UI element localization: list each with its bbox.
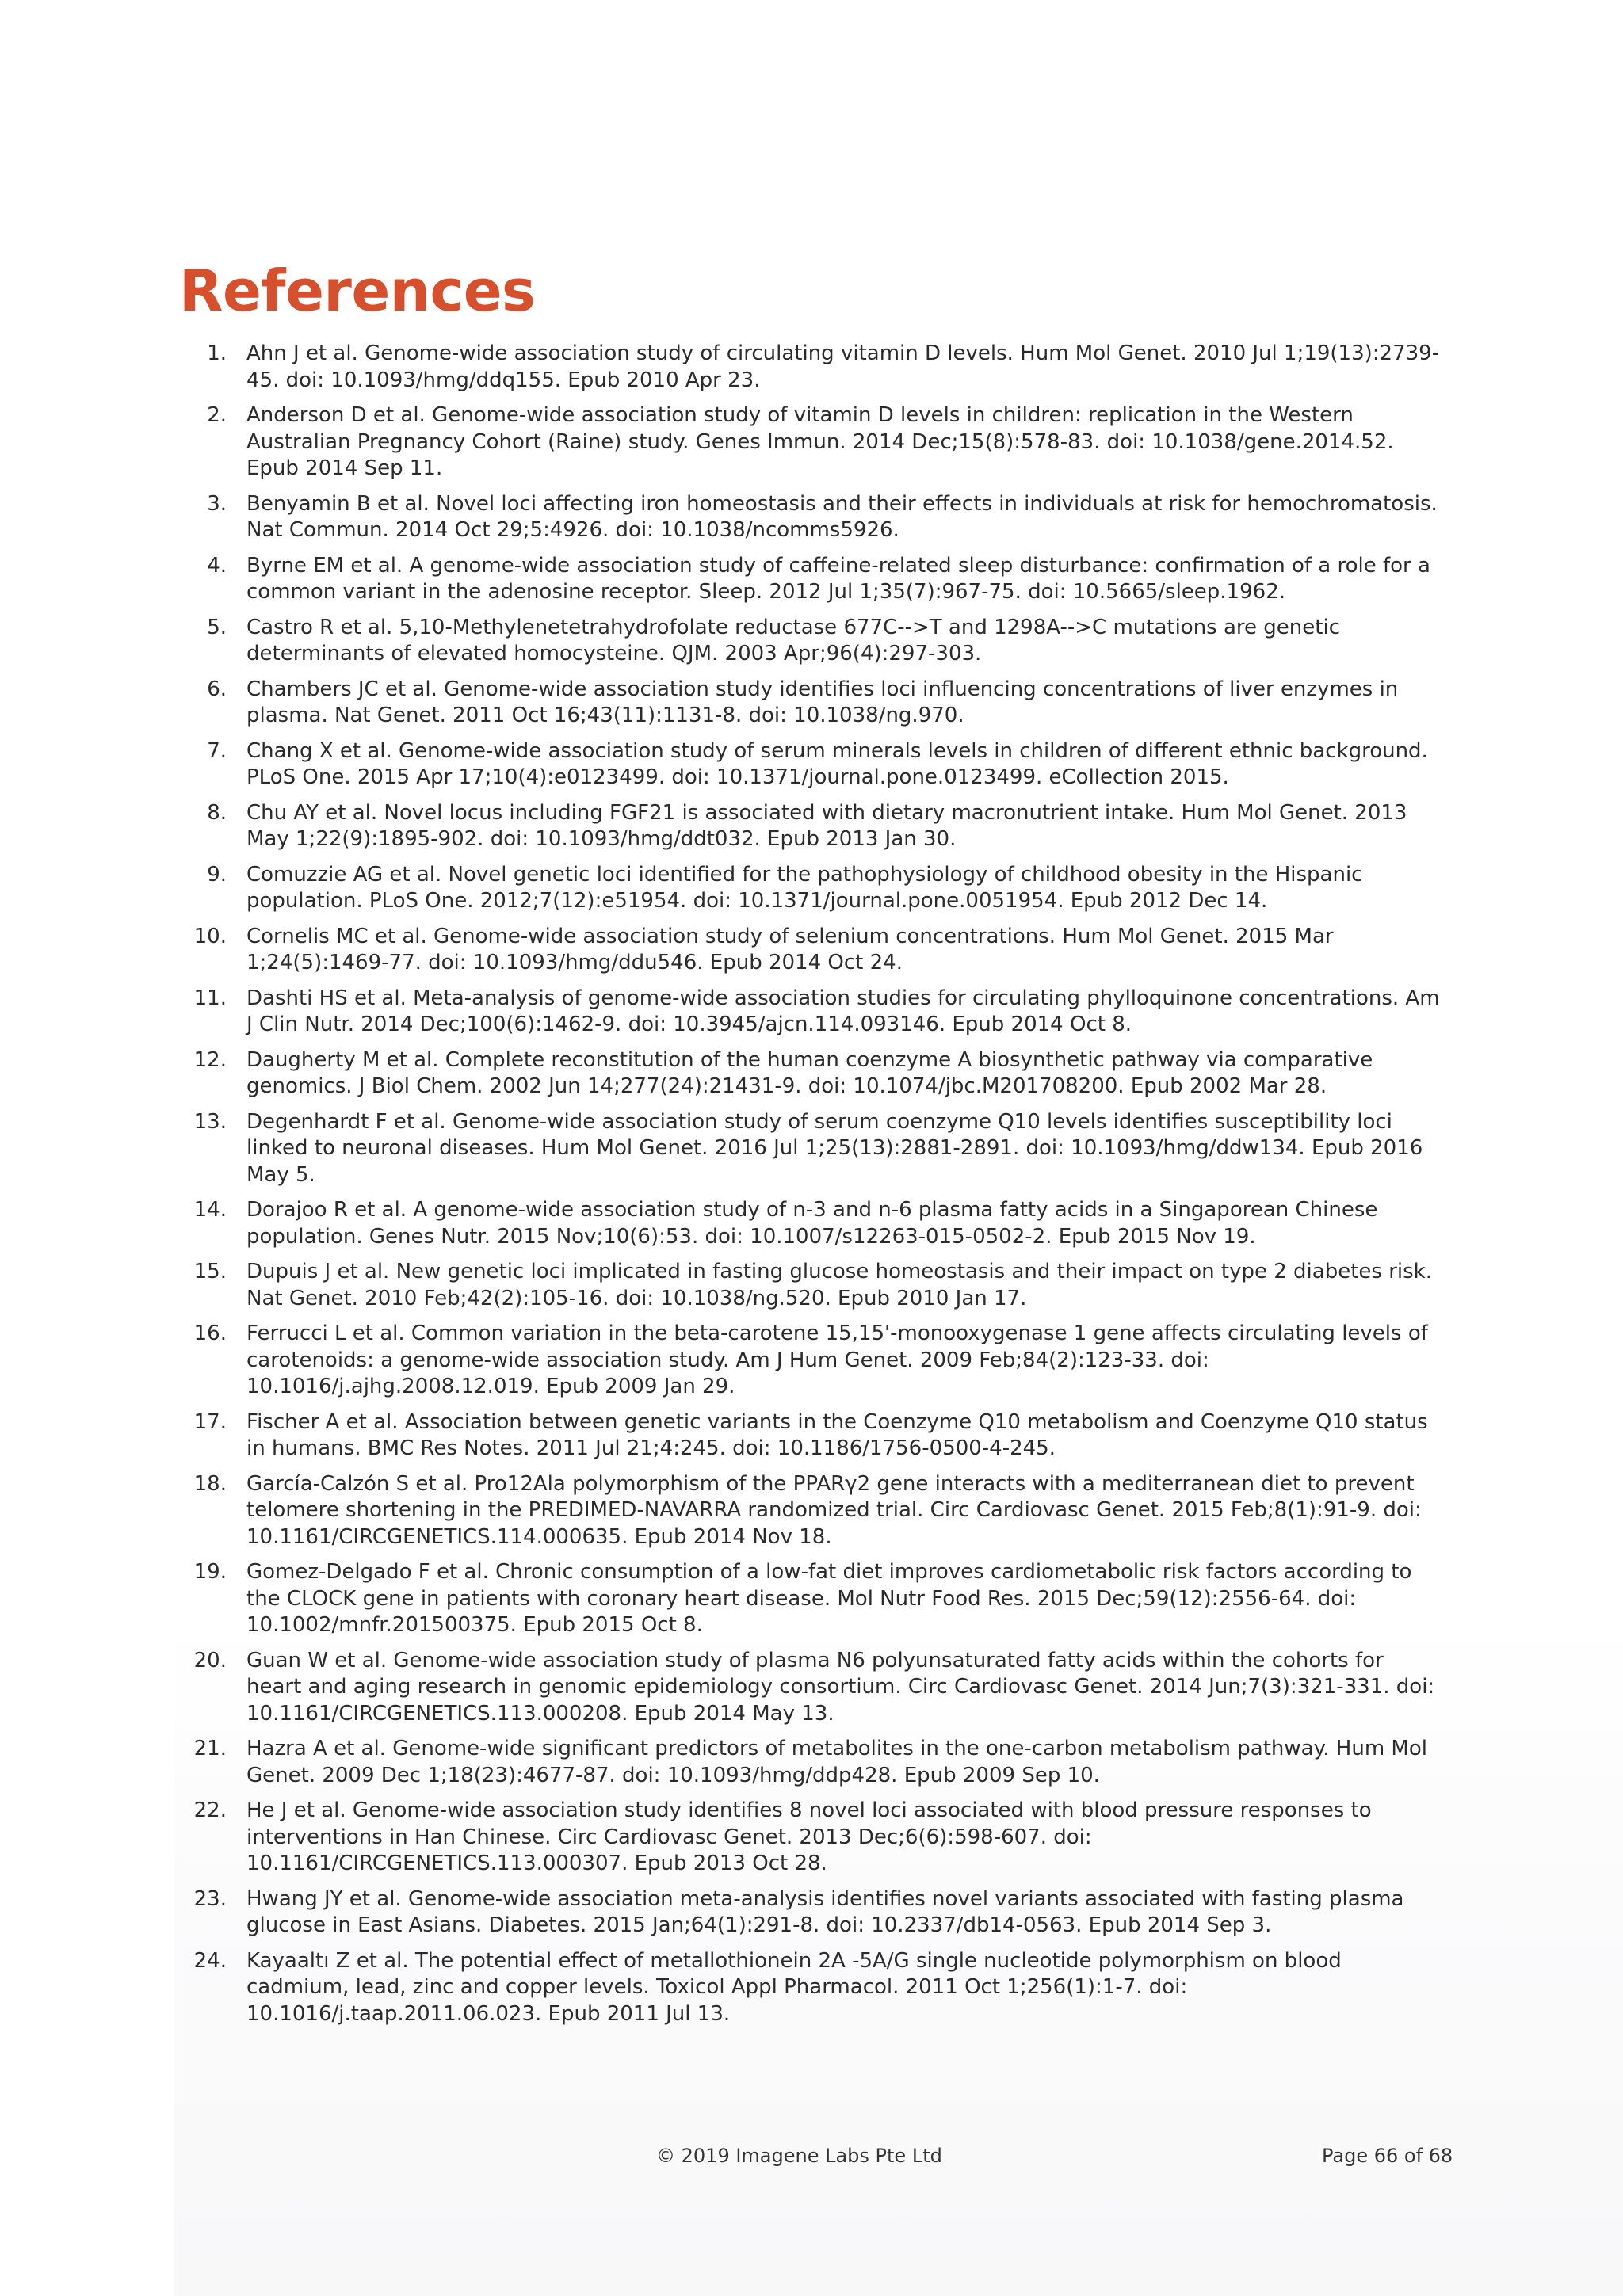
- reference-item: [179, 1736, 1447, 1789]
- reference-number: 2.: [207, 403, 227, 427]
- reference-text: Byrne EM et al. A genome-wide association study of caffeine-related sleep disturbance: confirmation of a role for a common variant in the adenosine receptor. Sleep. 2012 Jul 1;35(7):967-75. doi: 10.5665/sleep.1962.: [246, 553, 1430, 604]
- reference-number: 14.: [193, 1198, 227, 1222]
- reference-item: [179, 800, 1447, 853]
- reference-number: 21.: [193, 1737, 227, 1760]
- reference-text: Kayaaltı Z et al. The potential effect of metallothionein 2A -5A/G single nucleotide polymorphism on blood cadmium, lead, zinc and copper levels. Toxicol Appl Pharmacol. 2011 Oct 1;256(1):1-7. doi: 10.1016/j.taap.2011.06.023. Epub 2011 Jul 13.: [246, 1948, 1342, 2026]
- reference-item: [179, 1798, 1447, 1878]
- reference-text: Dorajoo R et al. A genome-wide association study of n-3 and n-6 plasma fatty acids in a Singaporean Chinese population. Genes Nutr. 2015 Nov;10(6):53. doi: 10.1007/s12263-015-0502-2. Epub 2015 Nov 19.: [246, 1198, 1378, 1249]
- reference-number: 4.: [207, 553, 227, 578]
- reference-number: 23.: [193, 1886, 227, 1911]
- reference-text: Ahn J et al. Genome-wide association study of circulating vitamin D levels. Hum Mol Genet. 2010 Jul 1;19(13):2739-45. doi: 10.1093/hmg/ddq155. Epub 2010 Apr 23.: [246, 341, 1440, 392]
- reference-item: [179, 1321, 1447, 1401]
- reference-text: Chu AY et al. Novel locus including FGF21 is associated with dietary macronutrient intake. Hum Mol Genet. 2013 May 1;22(9):1895-902. doi: 10.1093/hmg/ddt032. Epub 2013 Jan 30.: [246, 800, 1407, 851]
- reference-text: García-Calzón S et al. Pro12Ala polymorphism of the PPARγ2 gene interacts with a mediterranean diet to prevent telomere shortening in the PREDIMED-NAVARRA randomized trial. Circ Cardiovasc Genet. 2015 Feb;8(1):91-9. doi: 10.1161/CIRCGENETICS.114.000635. Epub 2014 Nov 18.: [246, 1471, 1422, 1549]
- reference-item: [179, 738, 1447, 791]
- reference-item: [179, 341, 1447, 394]
- reference-item: [179, 1259, 1447, 1312]
- footer-copyright: © 2019 Imagene Labs Pte Ltd: [656, 2145, 942, 2167]
- reference-item: [179, 1047, 1447, 1100]
- reference-number: 20.: [193, 1648, 227, 1672]
- reference-text: Dupuis J et al. New genetic loci implicated in fasting glucose homeostasis and their impact on type 2 diabetes risk. Nat Genet. 2010 Feb;42(2):105-16. doi: 10.1038/ng.520. Epub 2010 Jan 17.: [246, 1260, 1432, 1310]
- reference-list: [179, 341, 1447, 2036]
- reference-text: Hwang JY et al. Genome-wide association meta-analysis identifies novel variants associated with fasting plasma glucose in East Asians. Diabetes. 2015 Jan;64(1):291-8. doi: 10.2337/db14-0563. Epub 2014 Sep 3.: [246, 1886, 1404, 1937]
- reference-number: 7.: [207, 738, 227, 763]
- reference-number: 9.: [207, 862, 227, 887]
- page-title: References: [179, 257, 536, 324]
- reference-text: Fischer A et al. Association between genetic variants in the Coenzyme Q10 metabolism and Coenzyme Q10 status in humans. BMC Res Notes. 2011 Jul 21;4:245. doi: 10.1186/1756-0500-4-245.: [246, 1409, 1428, 1460]
- reference-text: Ferrucci L et al. Common variation in the beta-carotene 15,15'-monooxygenase 1 gene affects circulating levels of carotenoids: a genome-wide association study. Am J Hum Genet. 2009 Feb;84(2):123-33. doi: 10.1016/j.ajhg.2008.12.019. Epub 2009 Jan 29.: [246, 1322, 1428, 1398]
- reference-item: [179, 986, 1447, 1039]
- reference-number: 16.: [193, 1322, 227, 1345]
- reference-item: [179, 1109, 1447, 1189]
- reference-item: [179, 553, 1447, 606]
- reference-number: 10.: [193, 924, 227, 948]
- reference-item: [179, 1648, 1447, 1728]
- reference-item: [179, 1559, 1447, 1639]
- reference-text: Anderson D et al. Genome-wide association study of vitamin D levels in children: replication in the Western Australian Pregnancy Cohort (Raine) study. Genes Immun. 2014 Dec;15(8):578-83. doi: 10.1038/gene.2014.52. Epub 2014 Sep 11.: [246, 403, 1394, 480]
- reference-number: 1.: [207, 341, 227, 365]
- reference-text: Benyamin B et al. Novel loci affecting iron homeostasis and their effects in individuals at risk for hemochromatosis. Nat Commun. 2014 Oct 29;5:4926. doi: 10.1038/ncomms5926.: [246, 491, 1438, 542]
- reference-item: [179, 491, 1447, 544]
- reference-number: 15.: [193, 1260, 227, 1283]
- reference-text: Cornelis MC et al. Genome-wide association study of selenium concentrations. Hum Mol Genet. 2015 Mar 1;24(5):1469-77. doi: 10.1093/hmg/ddu546. Epub 2014 Oct 24.: [246, 924, 1334, 974]
- reference-number: 13.: [193, 1109, 227, 1134]
- reference-item: [179, 615, 1447, 668]
- reference-text: Dashti HS et al. Meta-analysis of genome-wide association studies for circulating phylloquinone concentrations. Am J Clin Nutr. 2014 Dec;100(6):1462-9. doi: 10.3945/ajcn.114.093146. Epub 2014 Oct 8.: [246, 986, 1440, 1036]
- reference-number: 19.: [193, 1560, 227, 1584]
- reference-text: Chambers JC et al. Genome-wide association study identifies loci influencing concentrations of liver enzymes in plasma. Nat Genet. 2011 Oct 16;43(11):1131-8. doi: 10.1038/ng.970.: [246, 677, 1399, 727]
- reference-number: 8.: [207, 800, 227, 825]
- reference-item: [179, 862, 1447, 915]
- reference-number: 11.: [193, 986, 227, 1010]
- footer-page-number: Page 66 of 68: [1322, 2145, 1453, 2167]
- reference-number: 22.: [193, 1798, 227, 1822]
- reference-text: Guan W et al. Genome-wide association study of plasma N6 polyunsaturated fatty acids within the cohorts for heart and aging research in genomic epidemiology consortium. Circ Cardiovasc Genet. 2014 Jun;7(3):321-331. doi: 10.1161/CIRCGENETICS.113.000208. Epub 2014 May 13.: [246, 1648, 1435, 1726]
- reference-number: 3.: [207, 491, 227, 516]
- reference-number: 12.: [193, 1047, 227, 1072]
- reference-text: He J et al. Genome-wide association study identifies 8 novel loci associated with blood pressure responses to interventions in Han Chinese. Circ Cardiovasc Genet. 2013 Dec;6(6):598-607. doi: 10.1161/CIRCGENETICS.113.000307. Epub 2013 Oct 28.: [246, 1798, 1372, 1875]
- reference-text: Gomez-Delgado F et al. Chronic consumption of a low-fat diet improves cardiometabolic risk factors according to the CLOCK gene in patients with coronary heart disease. Mol Nutr Food Res. 2015 Dec;59(12):2556-64. doi: 10.1002/mnfr.201500375. Epub 2015 Oct 8.: [246, 1560, 1412, 1637]
- reference-text: Hazra A et al. Genome-wide significant predictors of metabolites in the one-carbon metabolism pathway. Hum Mol Genet. 2009 Dec 1;18(23):4677-87. doi: 10.1093/hmg/ddp428. Epub 2009 Sep 10.: [246, 1737, 1427, 1787]
- reference-number: 24.: [193, 1948, 227, 1973]
- reference-item: [179, 402, 1447, 482]
- reference-text: Daugherty M et al. Complete reconstitution of the human coenzyme A biosynthetic pathway via comparative genomics. J Biol Chem. 2002 Jun 14;277(24):21431-9. doi: 10.1074/jbc.M201708200. Epub 2002 Mar 28.: [246, 1047, 1373, 1098]
- reference-item: [179, 1409, 1447, 1463]
- reference-item: [179, 677, 1447, 730]
- reference-text: Degenhardt F et al. Genome-wide association study of serum coenzyme Q10 levels identifies susceptibility loci linked to neuronal diseases. Hum Mol Genet. 2016 Jul 1;25(13):2881-2891. doi: 10.1093/hmg/ddw134. Epub 2016 May 5.: [246, 1109, 1423, 1187]
- reference-text: Chang X et al. Genome-wide association study of serum minerals levels in children of different ethnic background. PLoS One. 2015 Apr 17;10(4):e0123499. doi: 10.1371/journal.pone.0123499. eCollection 2015.: [246, 738, 1428, 789]
- reference-number: 17.: [193, 1409, 227, 1434]
- reference-item: [179, 1886, 1447, 1939]
- reference-number: 5.: [207, 615, 227, 639]
- reference-text: Castro R et al. 5,10-Methylenetetrahydrofolate reductase 677C-->T and 1298A-->C mutations are genetic determinants of elevated homocysteine. QJM. 2003 Apr;96(4):297-303.: [246, 615, 1340, 666]
- reference-text: Comuzzie AG et al. Novel genetic loci identified for the pathophysiology of childhood obesity in the Hispanic population. PLoS One. 2012;7(12):e51954. doi: 10.1371/journal.pone.0051954. Epub 2012 Dec 14.: [246, 862, 1363, 913]
- reference-number: 18.: [193, 1471, 227, 1496]
- reference-number: 6.: [207, 677, 227, 701]
- reference-item: [179, 1197, 1447, 1250]
- reference-item: [179, 1471, 1447, 1551]
- reference-item: [179, 1948, 1447, 2028]
- reference-item: [179, 924, 1447, 977]
